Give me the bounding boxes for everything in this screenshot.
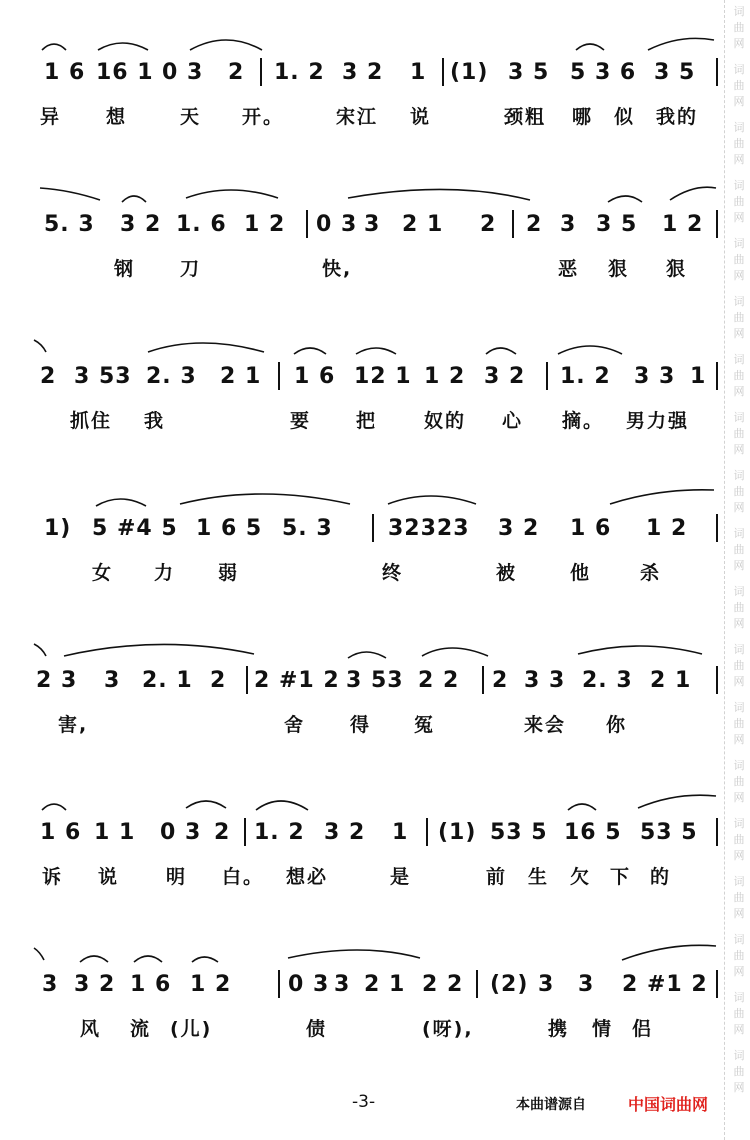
lyric: 舍 (284, 714, 306, 736)
lyric: 心 (502, 410, 524, 432)
note-group: 3 3 (634, 364, 676, 389)
watermark-char: 曲 (733, 543, 745, 556)
note-group: 3 2 (484, 364, 526, 389)
watermark-char: 词 (733, 469, 745, 482)
note-group: 16 1 (96, 60, 154, 85)
notes-line (30, 644, 720, 704)
bar-line (442, 58, 444, 86)
lyric: 前 (486, 866, 508, 888)
note-group: 1 2 (190, 972, 232, 997)
watermark-char: 词 (733, 991, 745, 1004)
lyric: 说 (98, 866, 120, 888)
notes-line (30, 36, 720, 96)
lyric: 快, (322, 258, 353, 280)
watermark-text (730, 526, 748, 574)
lyrics-line (30, 250, 720, 280)
note-group: 2 (492, 668, 509, 693)
bar-line (246, 666, 248, 694)
lyric: 风 (80, 1018, 102, 1040)
lyric: 哪 (572, 106, 594, 128)
note-group: 53 5 (640, 820, 698, 845)
note-group: (1) (450, 60, 489, 85)
lyric: 异 (40, 106, 62, 128)
lyric: 刀 (180, 258, 202, 280)
watermark-text (730, 642, 748, 690)
lyrics-line (30, 1010, 720, 1040)
note-group: 2 1 (402, 212, 444, 237)
lyric: 恶 (558, 258, 580, 280)
note-group: 1 2 (244, 212, 286, 237)
note-group: 3 (334, 972, 351, 997)
lyric: 得 (350, 714, 372, 736)
notes-line (30, 340, 720, 400)
note-group: 3 53 (74, 364, 132, 389)
note-group: 3 53 (346, 668, 404, 693)
watermark-divider (724, 0, 726, 1140)
watermark-text (730, 816, 748, 864)
lyric: 终 (382, 562, 404, 584)
note-group: 3 (538, 972, 555, 997)
watermark-char: 词 (733, 643, 745, 656)
lyric: 的 (650, 866, 672, 888)
watermark-text (730, 62, 748, 110)
bar-line (716, 514, 718, 542)
bar-line (372, 514, 374, 542)
watermark-char: 曲 (733, 369, 745, 382)
watermark-char: 曲 (733, 137, 745, 150)
note-group: 1 (690, 364, 707, 389)
lyric: 生 (528, 866, 550, 888)
lyric: 似 (614, 106, 636, 128)
lyric: 狠 (608, 258, 630, 280)
lyric: 要 (290, 410, 312, 432)
lyric: 力 (154, 562, 176, 584)
lyrics-line (30, 402, 720, 432)
watermark-char: 曲 (733, 891, 745, 904)
bar-line (716, 362, 718, 390)
page-number: -3- (352, 1092, 376, 1112)
note-group: 3 (104, 668, 121, 693)
note-group: 2 (210, 668, 227, 693)
note-group: 3 2 (324, 820, 366, 845)
lyric: 欠 (570, 866, 592, 888)
watermark-char: 网 (733, 791, 745, 804)
note-group: 3 2 (342, 60, 384, 85)
note-group: 2 2 (418, 668, 460, 693)
lyric: 白。 (222, 866, 265, 888)
lyric: 情 (592, 1018, 614, 1040)
watermark-char: 词 (733, 701, 745, 714)
lyric: 把 (356, 410, 378, 432)
note-group: 2 #1 2 (622, 972, 708, 997)
note-group: 2 (214, 820, 231, 845)
note-group: 2 1 (364, 972, 406, 997)
note-group: 5 3 6 (570, 60, 637, 85)
watermark-text (730, 1048, 748, 1096)
watermark-char: 网 (733, 37, 745, 50)
watermark-char: 网 (733, 559, 745, 572)
lyric: 抓住 (70, 410, 113, 432)
score-system-3 (30, 340, 720, 500)
lyric: 我的 (656, 106, 699, 128)
note-group: 3 (560, 212, 577, 237)
note-group: (1) (438, 820, 477, 845)
watermark-char: 词 (733, 933, 745, 946)
watermark-char: 词 (733, 527, 745, 540)
watermark-char: 曲 (733, 1065, 745, 1078)
score-system-7 (30, 948, 720, 1108)
watermark-char: 词 (733, 411, 745, 424)
lyric: 开。 (242, 106, 285, 128)
lyric: 侣 (632, 1018, 654, 1040)
lyric: 明 (166, 866, 188, 888)
note-group: 3 5 (508, 60, 550, 85)
note-group: 2 #1 2 (254, 668, 340, 693)
site-name[interactable]: 中国词曲网 (628, 1095, 709, 1114)
note-group: 2 1 (650, 668, 692, 693)
note-group: 3 5 (596, 212, 638, 237)
watermark-text (730, 468, 748, 516)
note-group: 1 2 (646, 516, 688, 541)
watermark-char: 词 (733, 5, 745, 18)
watermark-char: 词 (733, 759, 745, 772)
note-group: 2 (228, 60, 245, 85)
note-group: 0 3 (316, 212, 358, 237)
lyric: 你 (606, 714, 628, 736)
watermark-text (730, 410, 748, 458)
watermark-char: 曲 (733, 195, 745, 208)
lyric: 是 (390, 866, 412, 888)
lyric: 弱 (218, 562, 240, 584)
note-group: (2) (490, 972, 529, 997)
watermark-char: 曲 (733, 717, 745, 730)
note-group: 5. 3 (44, 212, 95, 237)
watermark-char: 网 (733, 733, 745, 746)
notes-line (30, 188, 720, 248)
lyric: 害, (58, 714, 89, 736)
lyrics-line (30, 98, 720, 128)
note-group: 2 (480, 212, 497, 237)
lyric: 冤 (414, 714, 436, 736)
watermark-char: 曲 (733, 1007, 745, 1020)
watermark-char: 词 (733, 237, 745, 250)
lyrics-line (30, 706, 720, 736)
score-system-1 (30, 36, 720, 196)
note-group: 1 (410, 60, 427, 85)
lyric: 天 (180, 106, 202, 128)
note-group: 3 2 (74, 972, 116, 997)
watermark-text (730, 178, 748, 226)
watermark-char: 词 (733, 875, 745, 888)
lyric: 钢 (114, 258, 136, 280)
note-group: 3 (364, 212, 381, 237)
lyric: 奴的 (424, 410, 467, 432)
lyric: 摘。 (562, 410, 605, 432)
watermark-char: 网 (733, 211, 745, 224)
watermark-char: 网 (733, 95, 745, 108)
watermark-char: 网 (733, 907, 745, 920)
lyric: 他 (570, 562, 592, 584)
lyric: 下 (610, 866, 632, 888)
bar-line (244, 818, 246, 846)
watermark-text (730, 990, 748, 1038)
note-group: 2 (526, 212, 543, 237)
note-group: 1. 2 (274, 60, 325, 85)
watermark-text (730, 4, 748, 52)
notes-line (30, 948, 720, 1008)
note-group: 2. 3 (582, 668, 633, 693)
bar-line (306, 210, 308, 238)
watermark-char: 词 (733, 1049, 745, 1062)
bar-line (716, 666, 718, 694)
watermark-char: 曲 (733, 659, 745, 672)
watermark-char: 网 (733, 1023, 745, 1036)
watermark-char: 网 (733, 675, 745, 688)
note-group: 1. 2 (560, 364, 611, 389)
watermark-strip (730, 4, 748, 1136)
note-group: 0 3 (160, 820, 202, 845)
lyric: 杀 (640, 562, 662, 584)
note-group: 1 6 5 (196, 516, 263, 541)
bar-line (716, 58, 718, 86)
lyric: (儿) (170, 1018, 213, 1040)
note-group: 3 2 (498, 516, 540, 541)
note-group: 3 2 (120, 212, 162, 237)
watermark-char: 曲 (733, 427, 745, 440)
watermark-char: 网 (733, 269, 745, 282)
watermark-char: 曲 (733, 21, 745, 34)
lyric: (呀), (422, 1018, 474, 1040)
lyrics-line (30, 858, 720, 888)
lyric: 想必 (286, 866, 329, 888)
note-group: 2. 3 (146, 364, 197, 389)
watermark-text (730, 584, 748, 632)
note-group: 1 1 (94, 820, 136, 845)
note-group: 1 6 (40, 820, 82, 845)
score-system-6 (30, 796, 720, 956)
lyric: 狠 (666, 258, 688, 280)
note-group: 12 1 (354, 364, 412, 389)
lyric: 我 (144, 410, 166, 432)
lyric: 女 (92, 562, 114, 584)
bar-line (278, 970, 280, 998)
source-label: 本曲谱源自 (516, 1097, 586, 1113)
watermark-char: 曲 (733, 253, 745, 266)
watermark-text (730, 236, 748, 284)
lyric: 颈粗 (504, 106, 547, 128)
lyric: 宋江 (336, 106, 379, 128)
bar-line (260, 58, 262, 86)
watermark-char: 网 (733, 327, 745, 340)
watermark-char: 词 (733, 295, 745, 308)
watermark-char: 网 (733, 965, 745, 978)
note-group: 2 3 (36, 668, 78, 693)
watermark-char: 网 (733, 153, 745, 166)
note-group: 1 2 (662, 212, 704, 237)
watermark-char: 词 (733, 121, 745, 134)
watermark-char: 曲 (733, 311, 745, 324)
watermark-char: 网 (733, 849, 745, 862)
watermark-char: 网 (733, 617, 745, 630)
note-group: 5 #4 5 (92, 516, 178, 541)
bar-line (546, 362, 548, 390)
score-system-4 (30, 492, 720, 652)
lyric: 债 (306, 1018, 328, 1040)
note-group: 1 6 (44, 60, 86, 85)
watermark-char: 曲 (733, 833, 745, 846)
watermark-char: 网 (733, 385, 745, 398)
watermark-text (730, 932, 748, 980)
note-group: 2 (40, 364, 57, 389)
note-group: 2 2 (422, 972, 464, 997)
watermark-text (730, 120, 748, 168)
note-group: 1 (392, 820, 409, 845)
lyric: 想 (106, 106, 128, 128)
watermark-text (730, 294, 748, 342)
note-group: 2 1 (220, 364, 262, 389)
bar-line (716, 970, 718, 998)
watermark-char: 曲 (733, 949, 745, 962)
watermark-char: 网 (733, 1081, 745, 1094)
lyrics-line (30, 554, 720, 584)
watermark-char: 曲 (733, 601, 745, 614)
lyric: 诉 (42, 866, 64, 888)
watermark-text (730, 700, 748, 748)
bar-line (476, 970, 478, 998)
note-group: 3 (42, 972, 59, 997)
note-group: 1 6 (570, 516, 612, 541)
bar-line (512, 210, 514, 238)
watermark-text (730, 758, 748, 806)
bar-line (716, 210, 718, 238)
note-group: 0 3 (288, 972, 330, 997)
watermark-char: 曲 (733, 775, 745, 788)
watermark-char: 词 (733, 585, 745, 598)
note-group: 1 6 (130, 972, 172, 997)
watermark-char: 曲 (733, 485, 745, 498)
note-group: 53 5 (490, 820, 548, 845)
lyric: 说 (410, 106, 432, 128)
lyric: 男力强 (626, 410, 690, 432)
notes-line (30, 492, 720, 552)
note-group: 1 6 (294, 364, 336, 389)
note-group: 2. 1 (142, 668, 193, 693)
bar-line (482, 666, 484, 694)
note-group: 0 3 (162, 60, 204, 85)
watermark-char: 网 (733, 501, 745, 514)
note-group: 3 5 (654, 60, 696, 85)
score-system-5 (30, 644, 720, 804)
note-group: 1. 2 (254, 820, 305, 845)
note-group: 32323 (388, 516, 470, 541)
watermark-char: 词 (733, 63, 745, 76)
note-group: 1 2 (424, 364, 466, 389)
watermark-text (730, 874, 748, 922)
watermark-char: 词 (733, 179, 745, 192)
note-group: 16 5 (564, 820, 622, 845)
note-group: 5. 3 (282, 516, 333, 541)
lyric: 被 (496, 562, 518, 584)
watermark-char: 词 (733, 817, 745, 830)
watermark-char: 网 (733, 443, 745, 456)
bar-line (278, 362, 280, 390)
score-system-2 (30, 188, 720, 348)
lyric: 流 (130, 1018, 152, 1040)
watermark-char: 词 (733, 353, 745, 366)
note-group: 1. 6 (176, 212, 227, 237)
note-group: 1) (44, 516, 72, 541)
bar-line (716, 818, 718, 846)
note-group: 3 (578, 972, 595, 997)
lyric: 携 (548, 1018, 570, 1040)
watermark-char: 曲 (733, 79, 745, 92)
lyric: 来会 (524, 714, 567, 736)
watermark-text (730, 352, 748, 400)
notes-line (30, 796, 720, 856)
bar-line (426, 818, 428, 846)
note-group: 3 3 (524, 668, 566, 693)
